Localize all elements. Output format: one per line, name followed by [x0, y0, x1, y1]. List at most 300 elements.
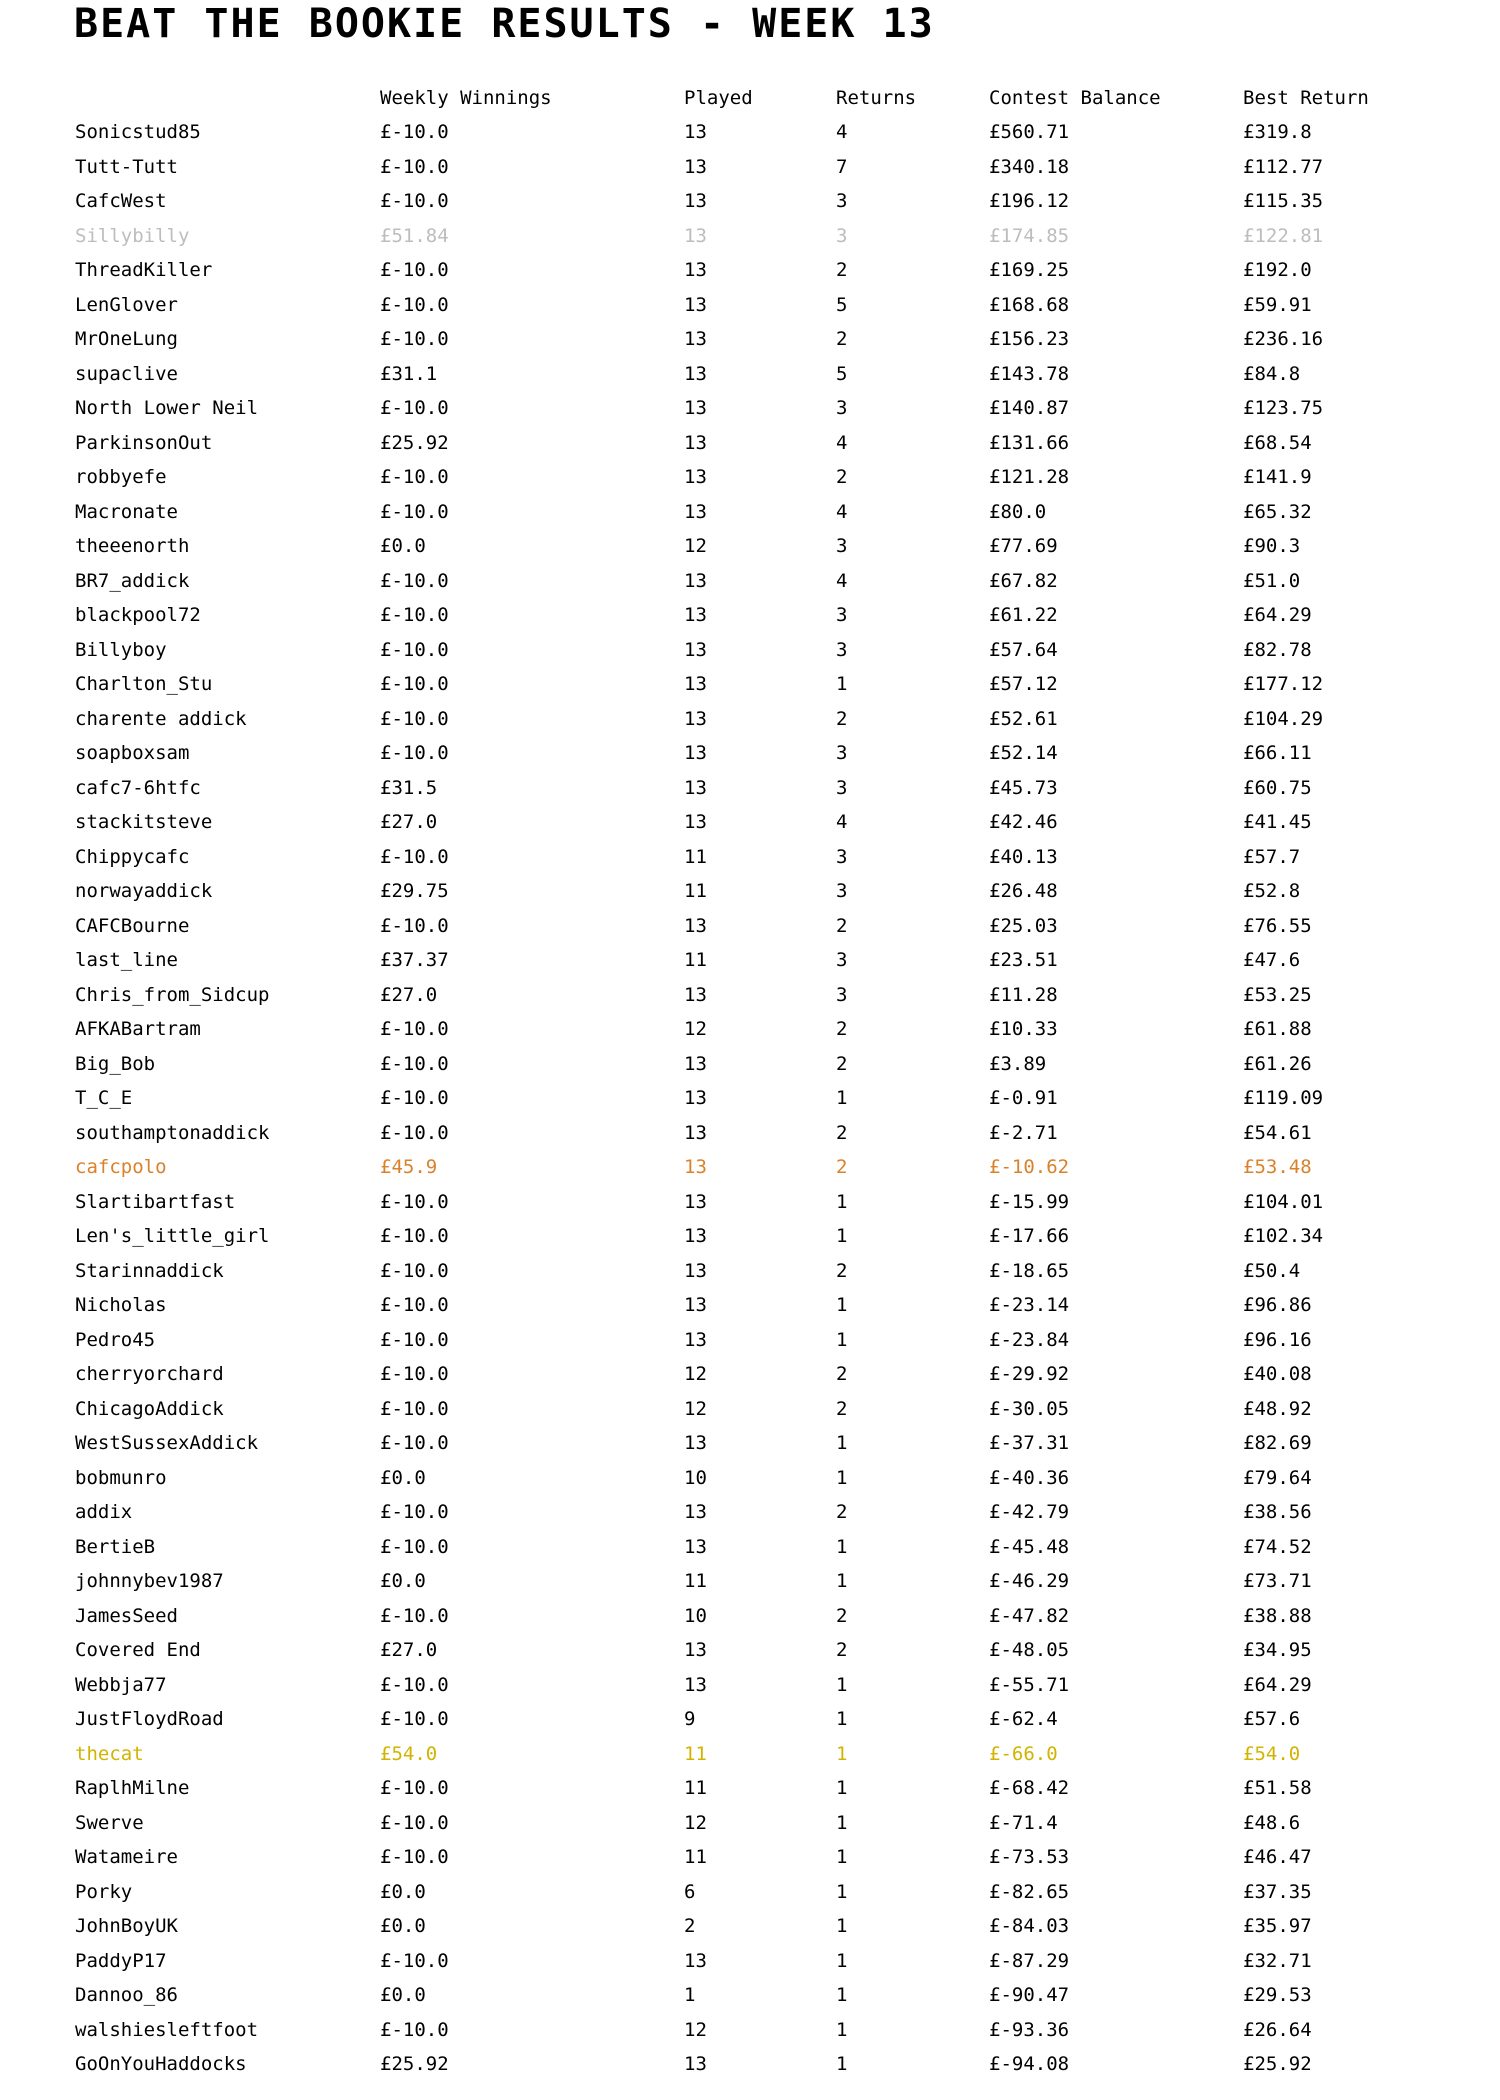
- table-row: [0, 1599, 1500, 1634]
- returns: 2: [836, 1639, 848, 1661]
- table-row: [0, 1495, 1500, 1530]
- table-row: [0, 1530, 1500, 1565]
- player-name: Chris_from_Sidcup: [75, 983, 270, 1006]
- returns: 1: [836, 1225, 848, 1247]
- contest-balance: £-2.71: [989, 1121, 1058, 1144]
- played: 13: [684, 604, 707, 626]
- best-return: £40.08: [1243, 1363, 1312, 1385]
- column-header-best-return: Best Return: [1243, 87, 1369, 109]
- played: 11: [684, 1742, 707, 1765]
- contest-balance: £-30.05: [989, 1397, 1070, 1420]
- played: 12: [684, 2018, 707, 2041]
- returns: 2: [836, 1604, 848, 1627]
- table-row: [0, 1771, 1500, 1806]
- player-name: johnnybev1987: [75, 1570, 224, 1592]
- best-return: £192.0: [1243, 259, 1312, 281]
- player-name: stackitsteve: [75, 811, 213, 833]
- returns: 2: [836, 1501, 848, 1523]
- player-name: WestSussexAddick: [75, 1432, 259, 1454]
- contest-balance: £77.69: [989, 535, 1058, 557]
- contest-balance: £-23.84: [989, 1328, 1070, 1351]
- player-name: JohnBoyUK: [75, 1915, 178, 1937]
- played: 13: [684, 259, 707, 281]
- player-name: blackpool72: [75, 604, 201, 626]
- returns: 1: [836, 1673, 848, 1696]
- weekly-winnings: £-10.0: [380, 190, 449, 212]
- best-return: £104.01: [1243, 1190, 1324, 1213]
- table-row: [0, 667, 1500, 702]
- best-return: £74.52: [1243, 1535, 1312, 1558]
- played: 13: [684, 707, 707, 730]
- played: 11: [684, 1846, 707, 1868]
- returns: 1: [836, 1535, 848, 1558]
- played: 13: [684, 673, 707, 695]
- table-row: [0, 1978, 1500, 2013]
- player-name: Swerve: [75, 1811, 144, 1834]
- weekly-winnings: £-10.0: [380, 1777, 449, 1799]
- returns: 5: [836, 293, 848, 316]
- played: 12: [684, 1811, 707, 1834]
- played: 13: [684, 914, 707, 937]
- table-row: [0, 1323, 1500, 1358]
- weekly-winnings: £0.0: [380, 1880, 426, 1903]
- returns: 3: [836, 224, 848, 247]
- contest-balance: £-17.66: [989, 1225, 1070, 1247]
- played: 13: [684, 1190, 707, 1213]
- column-header-contest-balance: Contest Balance: [989, 87, 1161, 109]
- table-row: [0, 805, 1500, 840]
- table-row: [0, 2013, 1500, 2048]
- played: 11: [684, 845, 707, 868]
- returns: 1: [836, 1846, 848, 1868]
- played: 13: [684, 397, 707, 419]
- contest-balance: £-84.03: [989, 1915, 1070, 1937]
- player-name: addix: [75, 1501, 133, 1523]
- table-row: [0, 1461, 1500, 1496]
- played: 13: [684, 1949, 707, 1972]
- table-row: [0, 1840, 1500, 1875]
- best-return: £115.35: [1243, 190, 1324, 212]
- contest-balance: £57.12: [989, 673, 1058, 695]
- played: 13: [684, 569, 707, 592]
- player-name: BertieB: [75, 1535, 156, 1558]
- played: 13: [684, 1121, 707, 1144]
- played: 13: [684, 2053, 707, 2075]
- player-name: CafcWest: [75, 190, 167, 212]
- table-row: [0, 426, 1500, 461]
- table-row: [0, 1633, 1500, 1668]
- weekly-winnings: £-10.0: [380, 1259, 449, 1282]
- weekly-winnings: £-10.0: [380, 1087, 449, 1109]
- player-name: Macronate: [75, 500, 178, 523]
- player-name: Slartibartfast: [75, 1190, 236, 1213]
- returns: 1: [836, 1087, 848, 1109]
- table-row: [0, 874, 1500, 909]
- returns: 2: [836, 1018, 848, 1040]
- returns: 2: [836, 1259, 848, 1282]
- returns: 2: [836, 1052, 848, 1075]
- contest-balance: £25.03: [989, 914, 1058, 937]
- played: 11: [684, 949, 707, 971]
- best-return: £64.29: [1243, 604, 1312, 626]
- player-name: Charlton_Stu: [75, 673, 213, 695]
- table-row: [0, 943, 1500, 978]
- table-row: [0, 357, 1500, 392]
- weekly-winnings: £-10.0: [380, 328, 449, 350]
- contest-balance: £-90.47: [989, 1984, 1070, 2006]
- played: 13: [684, 638, 707, 661]
- best-return: £79.64: [1243, 1466, 1312, 1489]
- returns: 3: [836, 638, 848, 661]
- player-name: last_line: [75, 949, 178, 971]
- player-name: soapboxsam: [75, 742, 190, 764]
- table-row: [0, 1426, 1500, 1461]
- played: 2: [684, 1915, 696, 1937]
- weekly-winnings: £-10.0: [380, 1121, 449, 1144]
- table-row: [0, 736, 1500, 771]
- player-name: cherryorchard: [75, 1363, 224, 1385]
- played: 13: [684, 742, 707, 764]
- table-row: [0, 219, 1500, 254]
- weekly-winnings: £0.0: [380, 1466, 426, 1489]
- weekly-winnings: £-10.0: [380, 466, 449, 488]
- contest-balance: £-82.65: [989, 1880, 1070, 1903]
- best-return: £51.0: [1243, 569, 1301, 592]
- weekly-winnings: £-10.0: [380, 638, 449, 661]
- best-return: £47.6: [1243, 949, 1301, 971]
- contest-balance: £52.61: [989, 707, 1058, 730]
- returns: 1: [836, 1432, 848, 1454]
- weekly-winnings: £27.0: [380, 811, 438, 833]
- returns: 4: [836, 569, 848, 592]
- table-row: [0, 1012, 1500, 1047]
- weekly-winnings: £-10.0: [380, 707, 449, 730]
- played: 13: [684, 1052, 707, 1075]
- contest-balance: £-37.31: [989, 1432, 1070, 1454]
- weekly-winnings: £-10.0: [380, 1846, 449, 1868]
- player-name: Sonicstud85: [75, 121, 201, 143]
- best-return: £29.53: [1243, 1984, 1312, 2006]
- column-header-returns: Returns: [836, 87, 917, 109]
- returns: 3: [836, 397, 848, 419]
- table-row: [0, 1875, 1500, 1910]
- contest-balance: £67.82: [989, 569, 1058, 592]
- weekly-winnings: £45.9: [380, 1156, 438, 1178]
- player-name: BR7_addick: [75, 569, 190, 592]
- weekly-winnings: £-10.0: [380, 1397, 449, 1420]
- contest-balance: £80.0: [989, 500, 1047, 523]
- table-header: [0, 84, 1500, 112]
- played: 13: [684, 811, 707, 833]
- returns: 2: [836, 466, 848, 488]
- contest-balance: £11.28: [989, 983, 1058, 1006]
- best-return: £37.35: [1243, 1880, 1312, 1903]
- contest-balance: £174.85: [989, 224, 1070, 247]
- weekly-winnings: £25.92: [380, 2053, 449, 2075]
- played: 13: [684, 155, 707, 178]
- contest-balance: £40.13: [989, 845, 1058, 868]
- played: 13: [684, 1501, 707, 1523]
- weekly-winnings: £-10.0: [380, 2018, 449, 2041]
- best-return: £57.7: [1243, 845, 1301, 868]
- returns: 7: [836, 155, 848, 178]
- weekly-winnings: £-10.0: [380, 1501, 449, 1523]
- returns: 1: [836, 1466, 848, 1489]
- contest-balance: £-46.29: [989, 1570, 1070, 1592]
- returns: 3: [836, 742, 848, 764]
- best-return: £61.26: [1243, 1052, 1312, 1075]
- returns: 2: [836, 1156, 848, 1178]
- table-row: [0, 702, 1500, 737]
- player-name: MrOneLung: [75, 328, 178, 350]
- returns: 1: [836, 1915, 848, 1937]
- table-row: [0, 1909, 1500, 1944]
- best-return: £54.61: [1243, 1121, 1312, 1144]
- table-row: [0, 1668, 1500, 1703]
- table-row: [0, 1392, 1500, 1427]
- contest-balance: £560.71: [989, 121, 1070, 143]
- played: 9: [684, 1708, 696, 1730]
- player-name: bobmunro: [75, 1466, 167, 1489]
- player-name: PaddyP17: [75, 1949, 167, 1972]
- weekly-winnings: £0.0: [380, 1570, 426, 1592]
- contest-balance: £61.22: [989, 604, 1058, 626]
- best-return: £53.25: [1243, 983, 1312, 1006]
- best-return: £50.4: [1243, 1259, 1301, 1282]
- best-return: £96.16: [1243, 1328, 1312, 1351]
- contest-balance: £121.28: [989, 466, 1070, 488]
- player-name: Porky: [75, 1880, 133, 1903]
- player-name: Big_Bob: [75, 1052, 156, 1075]
- returns: 1: [836, 1570, 848, 1592]
- played: 13: [684, 500, 707, 523]
- weekly-winnings: £-10.0: [380, 155, 449, 178]
- played: 13: [684, 1294, 707, 1316]
- best-return: £112.77: [1243, 155, 1324, 178]
- played: 13: [684, 328, 707, 350]
- returns: 1: [836, 1984, 848, 2006]
- page-title: BEAT THE BOOKIE RESULTS - WEEK 13: [74, 1, 935, 47]
- contest-balance: £340.18: [989, 155, 1070, 178]
- weekly-winnings: £-10.0: [380, 259, 449, 281]
- player-name: robbyefe: [75, 466, 167, 488]
- weekly-winnings: £-10.0: [380, 293, 449, 316]
- player-name: charente addick: [75, 707, 247, 730]
- weekly-winnings: £31.1: [380, 362, 438, 385]
- played: 11: [684, 1777, 707, 1799]
- table-row: [0, 1806, 1500, 1841]
- best-return: £60.75: [1243, 776, 1312, 799]
- returns: 4: [836, 431, 848, 454]
- weekly-winnings: £-10.0: [380, 1294, 449, 1316]
- returns: 3: [836, 190, 848, 212]
- player-name: Tutt-Tutt: [75, 155, 178, 178]
- table-row: [0, 1150, 1500, 1185]
- table-row: [0, 391, 1500, 426]
- player-name: T_C_E: [75, 1087, 133, 1109]
- player-name: cafcpolo: [75, 1156, 167, 1178]
- best-return: £236.16: [1243, 328, 1324, 350]
- best-return: £102.34: [1243, 1225, 1324, 1247]
- best-return: £82.78: [1243, 638, 1312, 661]
- returns: 3: [836, 949, 848, 971]
- table-row: [0, 1288, 1500, 1323]
- player-name: AFKABartram: [75, 1018, 201, 1040]
- best-return: £319.8: [1243, 121, 1312, 143]
- contest-balance: £57.64: [989, 638, 1058, 661]
- returns: 1: [836, 2018, 848, 2041]
- contest-balance: £42.46: [989, 811, 1058, 833]
- table-row: [0, 1357, 1500, 1392]
- played: 1: [684, 1984, 696, 2006]
- table-row: [0, 529, 1500, 564]
- table-row: [0, 633, 1500, 668]
- player-name: supaclive: [75, 362, 178, 385]
- played: 13: [684, 1225, 707, 1247]
- weekly-winnings: £51.84: [380, 224, 449, 247]
- player-name: Starinnaddick: [75, 1259, 224, 1282]
- player-name: CAFCBourne: [75, 914, 190, 937]
- best-return: £53.48: [1243, 1156, 1312, 1178]
- contest-balance: £-15.99: [989, 1190, 1070, 1213]
- player-name: walshiesleftfoot: [75, 2018, 259, 2041]
- player-name: North Lower Neil: [75, 397, 259, 419]
- weekly-winnings: £-10.0: [380, 673, 449, 695]
- weekly-winnings: £37.37: [380, 949, 449, 971]
- table-row: [0, 322, 1500, 357]
- best-return: £84.8: [1243, 362, 1301, 385]
- best-return: £59.91: [1243, 293, 1312, 316]
- table-row: [0, 1081, 1500, 1116]
- contest-balance: £169.25: [989, 259, 1070, 281]
- contest-balance: £-94.08: [989, 2053, 1070, 2075]
- contest-balance: £140.87: [989, 397, 1070, 419]
- played: 13: [684, 224, 707, 247]
- played: 6: [684, 1880, 696, 1903]
- contest-balance: £-29.92: [989, 1363, 1070, 1385]
- played: 13: [684, 983, 707, 1006]
- played: 11: [684, 1570, 707, 1592]
- player-name: ParkinsonOut: [75, 431, 213, 454]
- weekly-winnings: £-10.0: [380, 1673, 449, 1696]
- returns: 2: [836, 328, 848, 350]
- contest-balance: £23.51: [989, 949, 1058, 971]
- best-return: £54.0: [1243, 1742, 1301, 1765]
- contest-balance: £168.68: [989, 293, 1070, 316]
- returns: 1: [836, 673, 848, 695]
- returns: 2: [836, 259, 848, 281]
- best-return: £46.47: [1243, 1846, 1312, 1868]
- best-return: £82.69: [1243, 1432, 1312, 1454]
- column-header-played: Played: [684, 87, 753, 109]
- table-row: [0, 909, 1500, 944]
- best-return: £51.58: [1243, 1777, 1312, 1799]
- table-row: [0, 115, 1500, 150]
- weekly-winnings: £-10.0: [380, 1949, 449, 1972]
- played: 13: [684, 362, 707, 385]
- weekly-winnings: £-10.0: [380, 1811, 449, 1834]
- contest-balance: £-62.4: [989, 1708, 1058, 1730]
- weekly-winnings: £0.0: [380, 1984, 426, 2006]
- played: 12: [684, 1397, 707, 1420]
- weekly-winnings: £-10.0: [380, 1432, 449, 1454]
- contest-balance: £-42.79: [989, 1501, 1070, 1523]
- weekly-winnings: £-10.0: [380, 1535, 449, 1558]
- returns: 3: [836, 604, 848, 626]
- best-return: £32.71: [1243, 1949, 1312, 1972]
- best-return: £35.97: [1243, 1915, 1312, 1937]
- returns: 2: [836, 1397, 848, 1420]
- returns: 3: [836, 880, 848, 902]
- played: 13: [684, 121, 707, 143]
- returns: 2: [836, 1363, 848, 1385]
- contest-balance: £-66.0: [989, 1742, 1058, 1765]
- player-name: ChicagoAddick: [75, 1397, 224, 1420]
- best-return: £76.55: [1243, 914, 1312, 937]
- contest-balance: £26.48: [989, 880, 1058, 902]
- player-name: Webbja77: [75, 1673, 167, 1696]
- contest-balance: £196.12: [989, 190, 1070, 212]
- contest-balance: £-71.4: [989, 1811, 1058, 1834]
- best-return: £73.71: [1243, 1570, 1312, 1592]
- returns: 1: [836, 1949, 848, 1972]
- contest-balance: £-55.71: [989, 1673, 1070, 1696]
- returns: 1: [836, 1811, 848, 1834]
- player-name: southamptonaddick: [75, 1121, 270, 1144]
- table-row: [0, 460, 1500, 495]
- returns: 1: [836, 1328, 848, 1351]
- player-name: LenGlover: [75, 293, 178, 316]
- weekly-winnings: £0.0: [380, 535, 426, 557]
- player-name: JamesSeed: [75, 1604, 178, 1627]
- contest-balance: £-48.05: [989, 1639, 1070, 1661]
- returns: 1: [836, 1294, 848, 1316]
- weekly-winnings: £-10.0: [380, 1708, 449, 1730]
- table-row: [0, 2047, 1500, 2082]
- returns: 4: [836, 811, 848, 833]
- returns: 2: [836, 707, 848, 730]
- player-name: Watameire: [75, 1846, 178, 1868]
- returns: 4: [836, 500, 848, 523]
- table-body: [0, 115, 1500, 2082]
- player-name: Pedro45: [75, 1328, 156, 1351]
- weekly-winnings: £0.0: [380, 1915, 426, 1937]
- returns: 1: [836, 2053, 848, 2075]
- best-return: £61.88: [1243, 1018, 1312, 1040]
- table-row: [0, 150, 1500, 185]
- best-return: £90.3: [1243, 535, 1301, 557]
- table-row: [0, 598, 1500, 633]
- player-name: RaplhMilne: [75, 1777, 190, 1799]
- weekly-winnings: £-10.0: [380, 1604, 449, 1627]
- best-return: £34.95: [1243, 1639, 1312, 1661]
- returns: 1: [836, 1742, 848, 1765]
- played: 13: [684, 431, 707, 454]
- played: 13: [684, 776, 707, 799]
- weekly-winnings: £-10.0: [380, 1052, 449, 1075]
- contest-balance: £-45.48: [989, 1535, 1070, 1558]
- player-name: Dannoo_86: [75, 1984, 178, 2006]
- played: 13: [684, 293, 707, 316]
- played: 13: [684, 1432, 707, 1454]
- contest-balance: £-23.14: [989, 1294, 1070, 1316]
- contest-balance: £52.14: [989, 742, 1058, 764]
- best-return: £141.9: [1243, 466, 1312, 488]
- returns: 3: [836, 845, 848, 868]
- table-row: [0, 1185, 1500, 1220]
- weekly-winnings: £-10.0: [380, 604, 449, 626]
- contest-balance: £45.73: [989, 776, 1058, 799]
